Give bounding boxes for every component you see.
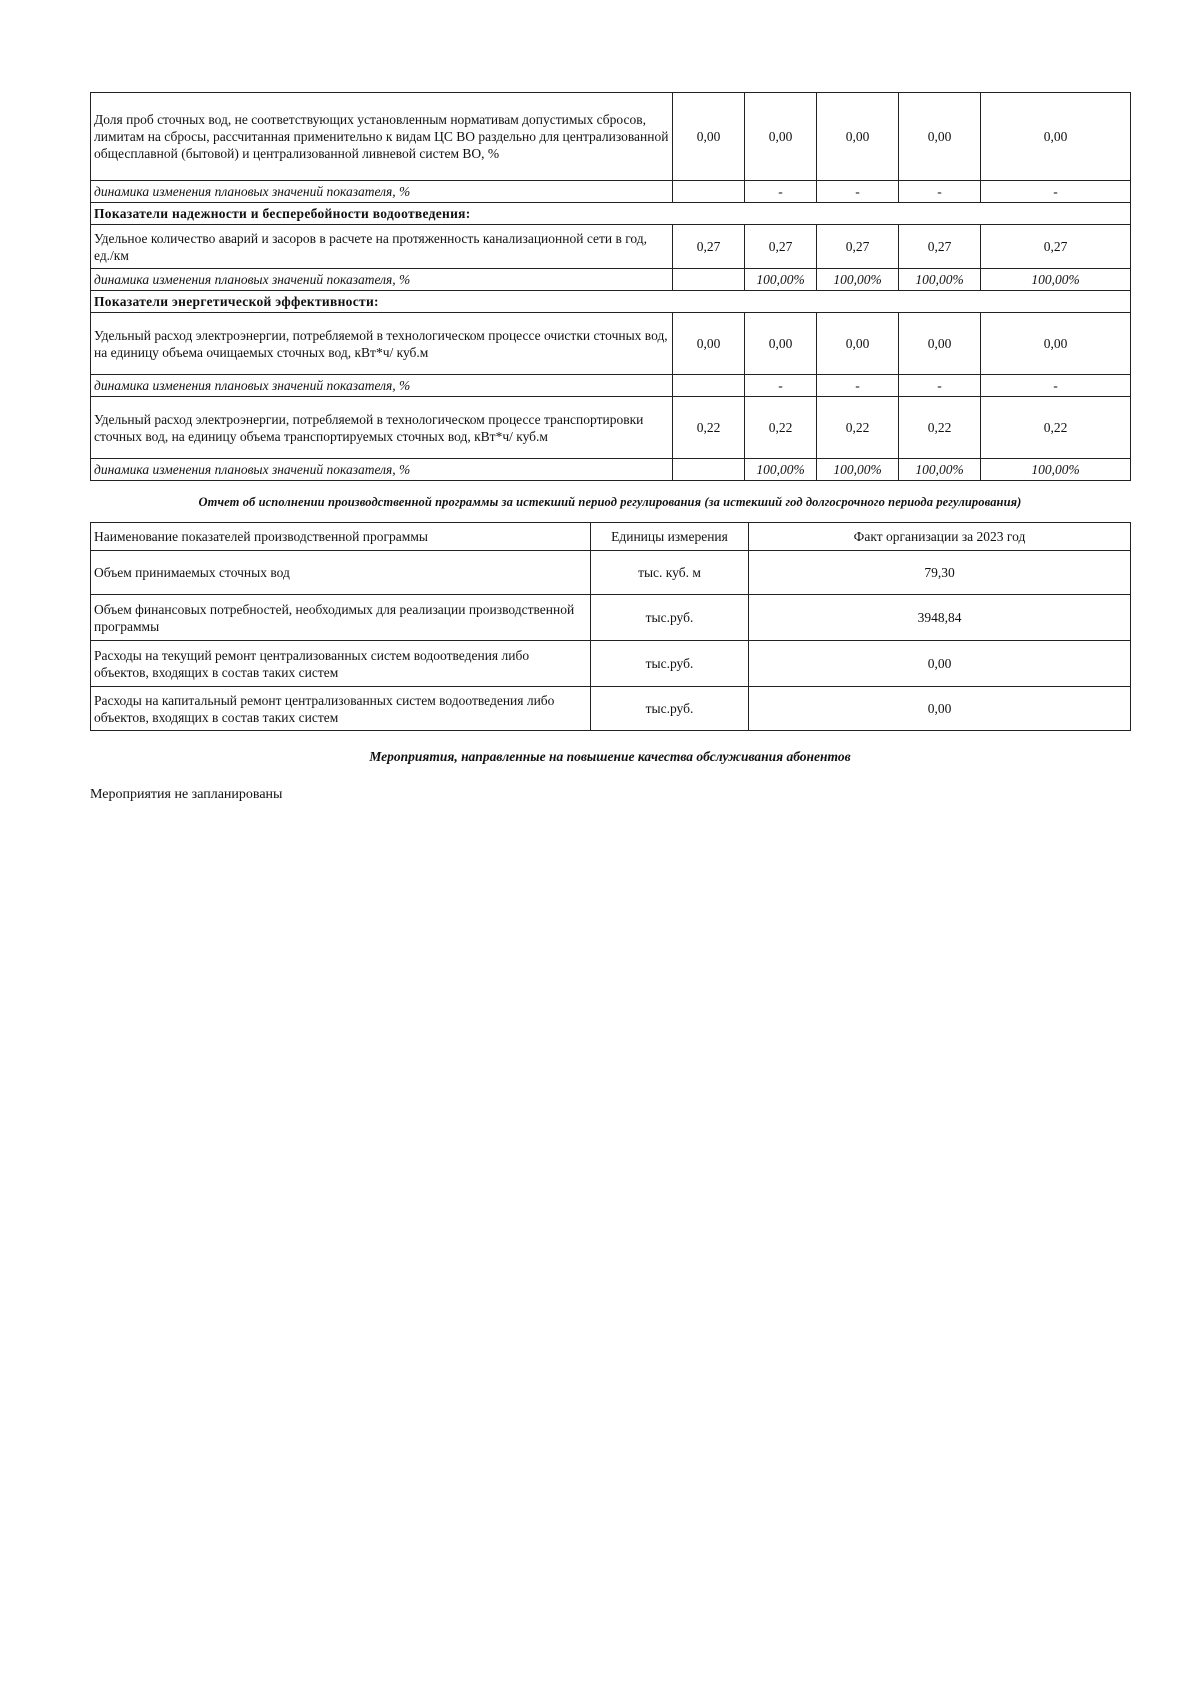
measures-title: Мероприятия, направленные на повышение качества обслуживания абонентов bbox=[369, 749, 851, 764]
value-cell: 0,22 bbox=[673, 397, 745, 459]
indicator-label: Удельное количество аварий и засоров в расчете на протяженность канализационной сети в год, ед./км bbox=[91, 225, 673, 269]
report-table bbox=[90, 522, 1131, 731]
table-row bbox=[91, 459, 1131, 481]
dynamics-label: динамика изменения плановых значений показателя, % bbox=[91, 181, 673, 203]
fact-value: 0,00 bbox=[749, 641, 1131, 687]
dynamics-cell: - bbox=[817, 375, 899, 397]
value-cell: 0,00 bbox=[673, 93, 745, 181]
measures-text: Мероприятия не запланированы bbox=[90, 787, 283, 802]
dynamics-cell: 100,00% bbox=[745, 459, 817, 481]
value-cell: 0,22 bbox=[817, 397, 899, 459]
dynamics-cell: - bbox=[817, 181, 899, 203]
unit-cell: тыс.руб. bbox=[591, 687, 749, 731]
table-row bbox=[91, 595, 1131, 641]
table-row bbox=[91, 93, 1131, 181]
dynamics-label: динамика изменения плановых значений показателя, % bbox=[91, 269, 673, 291]
section-header-row bbox=[91, 203, 1131, 225]
value-cell: 0,22 bbox=[899, 397, 981, 459]
value-cell: 0,00 bbox=[673, 313, 745, 375]
indicator-name: Объем финансовых потребностей, необходимых для реализации производственной программы bbox=[91, 595, 591, 641]
document-page bbox=[90, 92, 1130, 803]
dynamics-cell: 100,00% bbox=[899, 459, 981, 481]
indicator-label: Доля проб сточных вод, не соответствующих установленным нормативам допустимых сбросов, лимитам на сбросы, рассчитанная применительно к видам ЦС ВО раздельно для централизованной общесплавной (бытовой) и централизованной ливневой систем ВО, % bbox=[91, 93, 673, 181]
value-cell: 0,00 bbox=[981, 93, 1131, 181]
unit-cell: тыс. куб. м bbox=[591, 551, 749, 595]
indicator-name: Расходы на капитальный ремонт централизованных систем водоотведения либо объектов, входящих в состав таких систем bbox=[91, 687, 591, 731]
table-row bbox=[91, 313, 1131, 375]
indicator-name: Объем принимаемых сточных вод bbox=[91, 551, 591, 595]
unit-cell: тыс.руб. bbox=[591, 641, 749, 687]
section-energy: Показатели энергетической эффективности: bbox=[91, 291, 1131, 313]
fact-value: 0,00 bbox=[749, 687, 1131, 731]
report-title: Отчет об исполнении производственной программы за истекший период регулирования (за истекший год долгосрочного периода регулирования) bbox=[198, 495, 1022, 509]
dynamics-cell: - bbox=[981, 375, 1131, 397]
table-row bbox=[91, 225, 1131, 269]
section-reliability: Показатели надежности и бесперебойности водоотведения: bbox=[91, 203, 1131, 225]
value-cell: 0,22 bbox=[745, 397, 817, 459]
value-cell: 0,00 bbox=[981, 313, 1131, 375]
value-cell: 0,00 bbox=[745, 313, 817, 375]
indicator-label: Удельный расход электроэнергии, потребляемой в технологическом процессе транспортировки сточных вод, на единицу объема транспортируемых сточных вод, кВт*ч/ куб.м bbox=[91, 397, 673, 459]
dynamics-cell: 100,00% bbox=[745, 269, 817, 291]
table-row bbox=[91, 397, 1131, 459]
value-cell: 0,22 bbox=[981, 397, 1131, 459]
value-cell: 0,27 bbox=[745, 225, 817, 269]
value-cell: 0,00 bbox=[817, 313, 899, 375]
dynamics-cell: 100,00% bbox=[817, 459, 899, 481]
column-header: Наименование показателей производственной программы bbox=[91, 523, 591, 551]
dynamics-cell: 100,00% bbox=[817, 269, 899, 291]
value-cell: 0,27 bbox=[673, 225, 745, 269]
dynamics-cell: - bbox=[981, 181, 1131, 203]
table-row bbox=[91, 551, 1131, 595]
section-header-row bbox=[91, 291, 1131, 313]
dynamics-cell: 100,00% bbox=[899, 269, 981, 291]
value-cell: 0,27 bbox=[817, 225, 899, 269]
dynamics-cell bbox=[673, 375, 745, 397]
value-cell: 0,27 bbox=[981, 225, 1131, 269]
fact-value: 79,30 bbox=[749, 551, 1131, 595]
value-cell: 0,00 bbox=[899, 93, 981, 181]
value-cell: 0,27 bbox=[899, 225, 981, 269]
dynamics-cell: - bbox=[899, 375, 981, 397]
indicators-table bbox=[90, 92, 1131, 481]
value-cell: 0,00 bbox=[745, 93, 817, 181]
table-row bbox=[91, 687, 1131, 731]
column-header: Единицы измерения bbox=[591, 523, 749, 551]
indicator-name: Расходы на текущий ремонт централизованных систем водоотведения либо объектов, входящих в состав таких систем bbox=[91, 641, 591, 687]
dynamics-cell bbox=[673, 459, 745, 481]
dynamics-label: динамика изменения плановых значений показателя, % bbox=[91, 375, 673, 397]
table-row bbox=[91, 269, 1131, 291]
table-row bbox=[91, 375, 1131, 397]
table-header-row bbox=[91, 523, 1131, 551]
dynamics-cell bbox=[673, 181, 745, 203]
value-cell: 0,00 bbox=[817, 93, 899, 181]
dynamics-label: динамика изменения плановых значений показателя, % bbox=[91, 459, 673, 481]
dynamics-cell: - bbox=[745, 375, 817, 397]
fact-value: 3948,84 bbox=[749, 595, 1131, 641]
dynamics-cell: 100,00% bbox=[981, 269, 1131, 291]
dynamics-cell bbox=[673, 269, 745, 291]
column-header: Факт организации за 2023 год bbox=[749, 523, 1131, 551]
dynamics-cell: - bbox=[745, 181, 817, 203]
indicator-label: Удельный расход электроэнергии, потребляемой в технологическом процессе очистки сточных вод, на единицу объема очищаемых сточных вод, кВт*ч/ куб.м bbox=[91, 313, 673, 375]
table-row bbox=[91, 641, 1131, 687]
value-cell: 0,00 bbox=[899, 313, 981, 375]
unit-cell: тыс.руб. bbox=[591, 595, 749, 641]
dynamics-cell: - bbox=[899, 181, 981, 203]
table-row bbox=[91, 181, 1131, 203]
dynamics-cell: 100,00% bbox=[981, 459, 1131, 481]
